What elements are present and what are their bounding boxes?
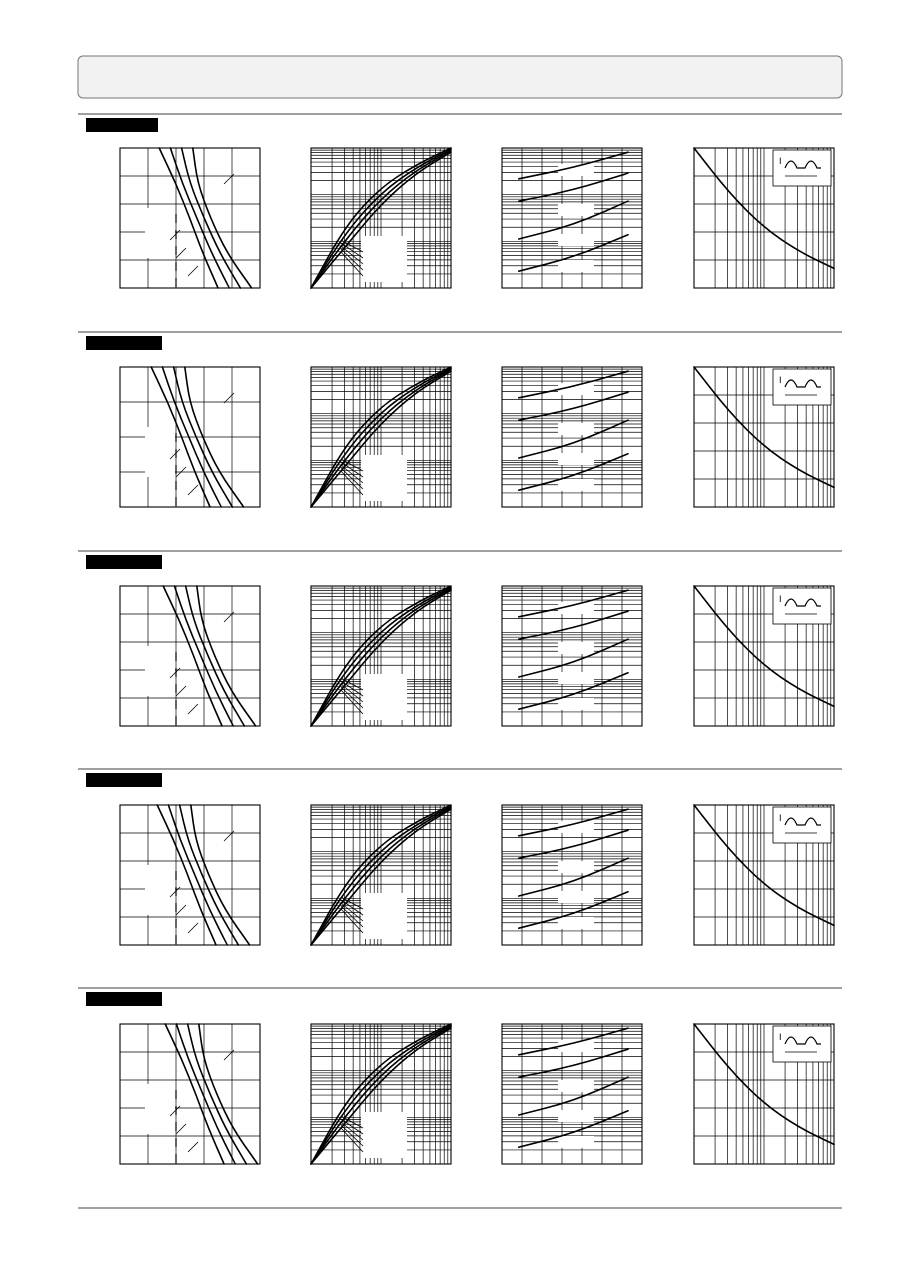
waveform-inset-label: I bbox=[779, 375, 782, 385]
waveform-inset bbox=[773, 588, 831, 624]
leader-arrow bbox=[188, 1142, 198, 1152]
section-tag bbox=[86, 773, 162, 787]
series-line bbox=[170, 148, 229, 288]
chart-1-1 bbox=[120, 148, 260, 288]
leader-arrow bbox=[176, 905, 186, 915]
section-tag-block bbox=[86, 555, 162, 569]
label-mask bbox=[145, 646, 175, 696]
chart-3-2 bbox=[311, 586, 451, 726]
leader-arrow bbox=[224, 393, 234, 403]
leader-arrow bbox=[224, 831, 234, 841]
chart-3-1 bbox=[120, 586, 260, 726]
label-mask bbox=[145, 1084, 175, 1134]
chart-4-3 bbox=[502, 805, 642, 945]
chart-1-2 bbox=[311, 148, 451, 288]
section-tag-block bbox=[86, 336, 162, 350]
page-header-bar bbox=[78, 56, 842, 98]
leader-arrow bbox=[176, 686, 186, 696]
leader-arrow bbox=[176, 248, 186, 258]
label-mask bbox=[558, 479, 594, 491]
label-mask bbox=[145, 427, 175, 477]
leader-arrow bbox=[176, 1124, 186, 1134]
chart-3-4 bbox=[694, 586, 834, 726]
waveform-inset bbox=[773, 807, 831, 843]
waveform-inset-label: I bbox=[779, 594, 782, 604]
charts-root bbox=[78, 114, 842, 1164]
series-line bbox=[197, 586, 256, 726]
label-mask bbox=[558, 1110, 594, 1122]
chart-5-4 bbox=[694, 1024, 834, 1164]
section-tag-block bbox=[86, 992, 162, 1006]
chart-2-2 bbox=[311, 367, 451, 507]
leader-arrow bbox=[188, 704, 198, 714]
series-line bbox=[191, 805, 250, 945]
waveform-inset bbox=[773, 150, 831, 186]
chart-3-3 bbox=[502, 586, 642, 726]
label-mask bbox=[361, 1112, 407, 1158]
label-mask bbox=[145, 865, 175, 915]
section-tag-block bbox=[86, 773, 162, 787]
chart-4-1 bbox=[120, 805, 260, 945]
series-line bbox=[199, 1024, 258, 1164]
section-tag bbox=[86, 992, 162, 1006]
series-line bbox=[168, 805, 227, 945]
chart-5-2 bbox=[311, 1024, 451, 1164]
label-mask bbox=[145, 208, 175, 258]
leader-arrow bbox=[188, 485, 198, 495]
label-mask bbox=[558, 260, 594, 272]
label-mask bbox=[558, 642, 594, 654]
waveform-inset bbox=[773, 369, 831, 405]
chart-2-1 bbox=[120, 367, 260, 507]
label-mask bbox=[558, 917, 594, 929]
chart-4-2 bbox=[311, 805, 451, 945]
label-mask bbox=[361, 674, 407, 720]
leader-arrow bbox=[224, 174, 234, 184]
series-line bbox=[176, 1024, 235, 1164]
chart-5-1 bbox=[120, 1024, 260, 1164]
label-mask bbox=[361, 455, 407, 501]
section-tag bbox=[86, 118, 158, 132]
chart-5-3 bbox=[502, 1024, 642, 1164]
label-mask bbox=[558, 453, 594, 465]
waveform-inset-label: I bbox=[779, 813, 782, 823]
waveform-inset-label: I bbox=[779, 156, 782, 166]
label-mask bbox=[558, 1136, 594, 1148]
section-tag bbox=[86, 555, 162, 569]
waveform-inset bbox=[773, 1026, 831, 1062]
section-tag bbox=[86, 336, 162, 350]
chart-2-4 bbox=[694, 367, 834, 507]
chart-1-3 bbox=[502, 148, 642, 288]
chart-1-4 bbox=[694, 148, 834, 288]
label-mask bbox=[361, 893, 407, 939]
chart-frame bbox=[120, 805, 260, 945]
label-mask bbox=[558, 698, 594, 710]
label-mask bbox=[558, 861, 594, 873]
leader-arrow bbox=[224, 612, 234, 622]
label-mask bbox=[558, 672, 594, 684]
label-mask bbox=[558, 423, 594, 435]
leader-arrow bbox=[188, 923, 198, 933]
series-line bbox=[193, 148, 252, 288]
waveform-inset-label: I bbox=[779, 1032, 782, 1042]
label-mask bbox=[558, 204, 594, 216]
label-mask bbox=[361, 236, 407, 282]
label-mask bbox=[558, 234, 594, 246]
label-mask bbox=[558, 891, 594, 903]
leader-arrow bbox=[224, 1050, 234, 1060]
chart-frame bbox=[120, 1024, 260, 1164]
leader-arrow bbox=[188, 266, 198, 276]
chart-4-4 bbox=[694, 805, 834, 945]
section-tag-block bbox=[86, 118, 158, 132]
chart-2-3 bbox=[502, 367, 642, 507]
label-mask bbox=[558, 1080, 594, 1092]
